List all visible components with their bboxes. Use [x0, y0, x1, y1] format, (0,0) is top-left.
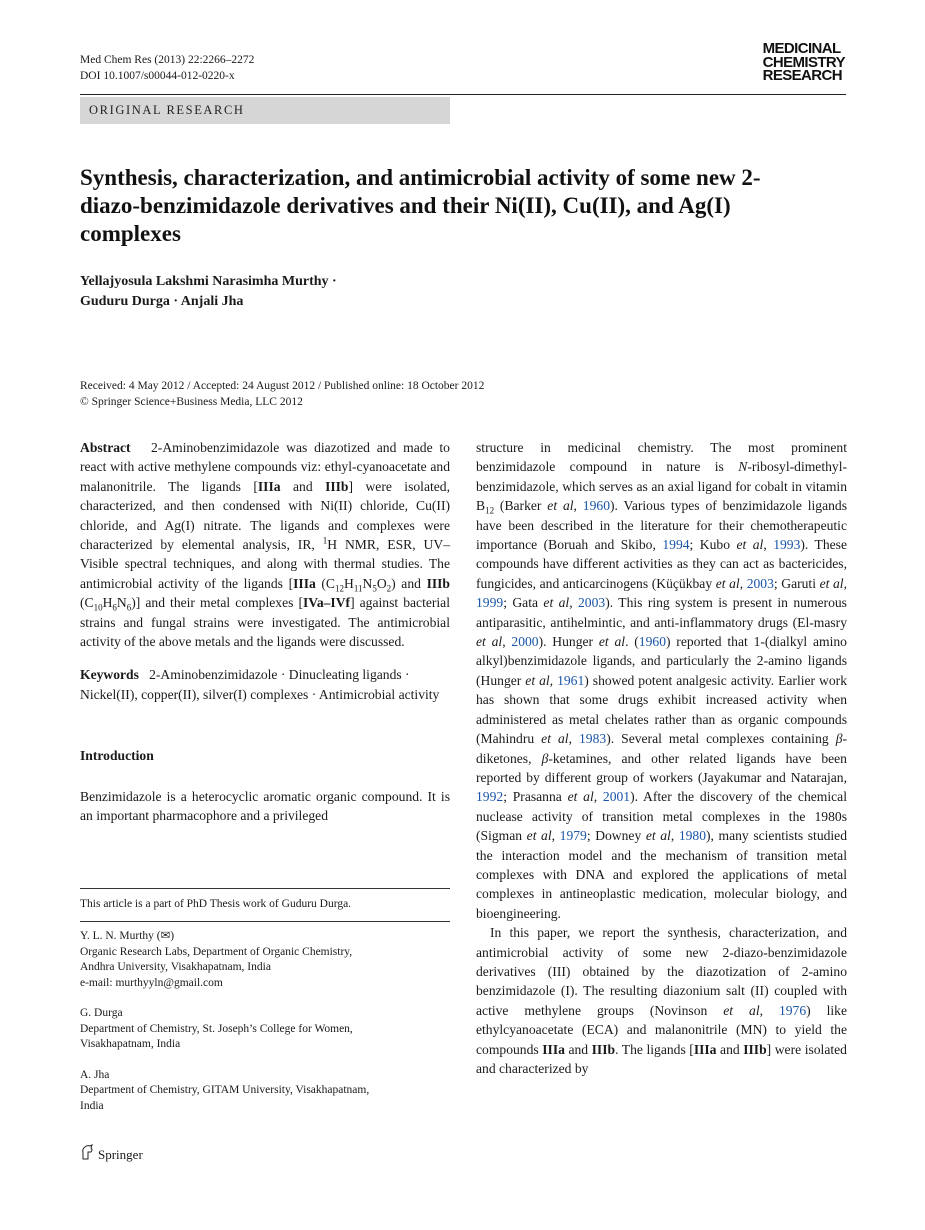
- citation-link[interactable]: 1994: [662, 537, 690, 553]
- doi-line: DOI 10.1007/s00044-012-0220-x: [80, 70, 235, 82]
- section-label: ORIGINAL RESEARCH: [80, 97, 450, 124]
- text-run: IIIb: [325, 478, 349, 494]
- citation-link[interactable]: 1980: [678, 828, 707, 844]
- citation-link[interactable]: 2000: [511, 634, 539, 650]
- text-run: β: [835, 731, 843, 747]
- abstract-paragraph: [80, 438, 450, 651]
- keywords-text: 2-Aminobenzimidazole · Dinucleating ligands · Nickel(II), copper(II), silver(I) complexes · Antimicrobial activity: [80, 667, 440, 702]
- text-run: IVa–IVf: [302, 595, 351, 611]
- affiliation-name: G. Durga: [80, 1007, 123, 1019]
- text-run: -diketones,: [476, 731, 847, 766]
- text-run: IIIb: [426, 575, 450, 591]
- publisher-name: Springer: [98, 1146, 143, 1162]
- citation-line: Med Chem Res (2013) 22:2266–2272: [80, 54, 255, 66]
- affiliation-line: Department of Chemistry, St. Joseph’s College for Women,: [80, 1022, 353, 1035]
- text-run: O: [376, 575, 387, 591]
- text-run: 12: [485, 505, 495, 516]
- text-run: ,: [573, 498, 583, 514]
- affiliation-line: Department of Chemistry, GITAM University, Visakhapatnam,: [80, 1084, 370, 1096]
- citation-link[interactable]: 1960: [638, 634, 666, 650]
- keywords-label: Keywords: [80, 667, 139, 683]
- intro-paragraph: Benzimidazole is a heterocyclic aromatic organic compound. It is an important pharmacophore and a privileged: [80, 788, 450, 824]
- text-run: et al: [543, 595, 570, 611]
- text-run: N: [362, 575, 373, 591]
- text-run: et al: [723, 1002, 760, 1018]
- affiliation-line: India: [80, 1099, 104, 1112]
- footnote-rule: [80, 888, 450, 889]
- text-run: ). Various types of benzimidazole ligands have been described in the literature for their chemotherapeutic importance (Boruah and Skibo,: [476, 498, 847, 553]
- affiliation-line: Andhra University, Visakhapatnam, India: [80, 961, 271, 973]
- author: Yellajyosula Lakshmi Narasimha Murthy: [80, 274, 329, 289]
- text-run: ,: [843, 575, 847, 591]
- text-run: ,: [569, 595, 578, 611]
- journal-logo: [763, 42, 845, 83]
- text-run: 12: [335, 583, 344, 594]
- affiliation-line: Organic Research Labs, Department of Organic Chemistry,: [80, 945, 353, 958]
- text-run: ] were isolated, characterized, and then condensed with Ni(II) chloride, Cu(II) chloride, and Ag(I) nitrate. The ligands and complexes were characterized by elemental analysis, IR,: [80, 478, 450, 553]
- text-run: ). Several metal complexes containing: [606, 731, 836, 747]
- text-run: (C: [80, 595, 94, 611]
- affiliation-name: Y. L. N. Murthy (✉): [80, 930, 175, 942]
- text-run: ). Hunger: [538, 634, 599, 650]
- text-run: ). After the discovery of the chemical nuclease activity of transition metal complexes in the 1980s (Sigman: [476, 789, 847, 844]
- affiliation-email[interactable]: e-mail: murthyyln@gmail.com: [80, 976, 223, 989]
- text-run: ,: [670, 828, 679, 844]
- logo-line: MEDICINAL: [762, 40, 841, 57]
- text-run: ) and: [391, 575, 427, 591]
- text-run: ,: [551, 828, 560, 844]
- text-run: ,: [593, 789, 603, 805]
- text-run: ; Downey: [586, 828, 646, 844]
- text-run: ,: [502, 634, 512, 650]
- text-run: ,: [568, 731, 579, 747]
- citation-link[interactable]: 1999: [476, 595, 504, 611]
- text-run: -ketamines, and other related ligands have been reported by different group of workers (Jayakumar and Natarajan,: [476, 750, 847, 785]
- text-run: ; Gata: [503, 595, 544, 611]
- text-run: ; Prasanna: [503, 789, 568, 805]
- body-paragraph: [476, 438, 847, 923]
- text-run: et al: [526, 828, 552, 844]
- left-column: [80, 438, 450, 826]
- text-run: et al: [598, 634, 626, 650]
- body-paragraph: [476, 923, 847, 1078]
- text-run: et al: [736, 537, 764, 553]
- text-run: -ribosyl-dimethyl-benzimidazole, which serves as an axial ligand for cobalt in vitamin B: [476, 459, 847, 514]
- text-run: β: [541, 750, 549, 766]
- text-run: N: [738, 459, 748, 475]
- text-run: ,: [549, 672, 554, 688]
- text-run: IIIa: [542, 1041, 565, 1057]
- text-run: 2-Aminobenzimidazole was diazotized and made to react with active methylene compounds viz: ethyl-cyanoacetate and malanonitrile. The ligands [: [80, 440, 450, 494]
- citation-link[interactable]: 1979: [559, 828, 587, 844]
- citation-link[interactable]: 2001: [602, 789, 631, 805]
- text-run: et al: [567, 789, 594, 805]
- text-run: ,: [739, 575, 747, 591]
- affiliation-name: A. Jha: [80, 1068, 110, 1081]
- text-run: IIIa: [257, 478, 281, 494]
- text-run: et al: [819, 575, 844, 591]
- text-run: ] were isolated and characterized by: [476, 1041, 847, 1076]
- text-run: 6: [112, 602, 117, 613]
- text-run: et al: [541, 731, 569, 747]
- affiliation: [80, 1006, 450, 1053]
- text-run: H NMR, ESR, UV–Visible spectral techniques, and along with thermal studies. The antimicrobial activity of the ligands [: [80, 537, 450, 591]
- text-run: (C: [315, 575, 335, 591]
- text-run: ) reported that 1-(dialkyl amino alkyl)benzimidazole ligands, and particularly the 2-amino ligands (Hunger: [476, 634, 847, 688]
- text-run: et al: [547, 498, 574, 514]
- journal-citation: [80, 52, 254, 84]
- text-run: ), many scientists studied the interaction model and the mechanism of transition metal complexes with DNA and explored the applications of metal complexes in antineoplastic medication, molecular biology, and bioengineering.: [476, 828, 848, 921]
- citation-link[interactable]: 2003: [746, 575, 774, 591]
- text-run: IIIb: [743, 1041, 767, 1057]
- text-run: 10: [93, 602, 103, 613]
- right-column: [476, 438, 847, 1078]
- citation-link[interactable]: 1960: [582, 498, 610, 514]
- text-run: . The ligands [: [615, 1041, 694, 1057]
- affiliations: [80, 929, 450, 1129]
- author-separator: ·: [169, 294, 181, 309]
- text-run: . (: [625, 634, 639, 650]
- publication-dates: [80, 378, 780, 410]
- footnote-rule: [80, 921, 450, 922]
- citation-link[interactable]: 2003: [578, 595, 606, 611]
- text-run: ] against bacterial strains and fungal strains were investigated. The antimicrobial activity of the above metals and the ligands were discussed.: [80, 595, 450, 650]
- citation-link[interactable]: 1992: [476, 789, 504, 805]
- text-run: In this paper, we report the synthesis, characterization, and antimicrobial activity of some new 2-diazo-benzimidazole derivatives (III) obtained by the diazotization of 2-amino benzimidazole (I). The resulting diazonium salt (II) coupled with active methylene groups (Novinson: [476, 925, 847, 1018]
- text-run: )] and their metal complexes [: [131, 595, 303, 611]
- author: Anjali Jha: [180, 294, 244, 309]
- citation-link[interactable]: 1976: [778, 1002, 807, 1018]
- text-run: structure in medicinal chemistry. The most prominent benzimidazole compound in nature is: [476, 440, 847, 475]
- text-run: H: [102, 595, 113, 611]
- text-run: ; Kubo: [689, 537, 737, 553]
- citation-link[interactable]: 1983: [579, 731, 607, 747]
- text-run: and: [564, 1041, 592, 1057]
- citation-link[interactable]: 1993: [773, 537, 801, 553]
- text-run: ). This ring system is present in numerous antiparasitic, antihelmintic, and anti-inflammatory drugs (El-masry: [476, 595, 847, 630]
- author: Guduru Durga: [80, 294, 170, 309]
- text-run: 5: [372, 583, 377, 594]
- text-run: ) like ethylcyanoacetate (ECA) and malanonitrile (MN) to yield the compounds: [476, 1002, 847, 1057]
- copyright-line: © Springer Science+Business Media, LLC 2012: [80, 396, 303, 408]
- text-run: H: [344, 575, 354, 591]
- keywords-paragraph: [80, 665, 450, 704]
- text-run: ,: [763, 537, 774, 553]
- text-run: 1: [322, 535, 328, 546]
- text-run: (Barker: [494, 498, 548, 514]
- header-rule: [80, 94, 846, 95]
- text-run: 2: [386, 583, 392, 594]
- text-run: IIIa: [293, 575, 316, 591]
- text-run: et al: [645, 828, 671, 844]
- logo-line: RESEARCH: [762, 67, 842, 84]
- affiliation-line: Visakhapatnam, India: [80, 1038, 181, 1050]
- dates-line: Received: 4 May 2012 / Accepted: 24 August 2012 / Published online: 18 October 2012: [80, 380, 485, 392]
- introduction-heading: Introduction: [80, 748, 154, 764]
- text-run: 11: [353, 583, 363, 594]
- text-run: IIIa: [693, 1041, 717, 1057]
- text-run: 6: [126, 602, 132, 613]
- text-run: et al: [476, 634, 503, 650]
- text-run: ,: [759, 1002, 779, 1018]
- springer-horse-icon: [80, 1144, 94, 1165]
- text-run: et al: [525, 672, 550, 688]
- text-run: ; Garuti: [773, 575, 820, 591]
- text-run: and: [716, 1041, 744, 1057]
- author-list: [80, 272, 680, 312]
- text-run: and: [280, 478, 326, 494]
- publisher-footer: [80, 1144, 143, 1165]
- affiliation: [80, 929, 450, 991]
- citation-link[interactable]: 1961: [557, 672, 585, 688]
- logo-line: CHEMISTRY: [762, 53, 845, 71]
- article-title: Synthesis, characterization, and antimicrobial activity of some new 2-diazo-benzimidazole derivatives and their Ni(II), Cu(II), and Ag(I) complexes: [80, 165, 761, 246]
- text-run: ). These compounds have different activities as they can act as bactericides, fungicides, and anticarcinogens (Küçükbay: [476, 537, 847, 591]
- thesis-footnote: This article is a part of PhD Thesis work of Guduru Durga.: [80, 898, 352, 910]
- text-run: IIIb: [591, 1041, 616, 1057]
- author-separator: ·: [328, 274, 337, 289]
- abstract-label: Abstract: [80, 440, 131, 455]
- text-run: N: [116, 595, 127, 611]
- text-run: ) showed potent analgesic activity. Earlier work has shown that some drugs exhibit increased activity when administered as metal chelates rather than as organic compounds (Mahindru: [476, 672, 847, 747]
- affiliation: [80, 1068, 450, 1115]
- text-run: et al: [715, 575, 740, 591]
